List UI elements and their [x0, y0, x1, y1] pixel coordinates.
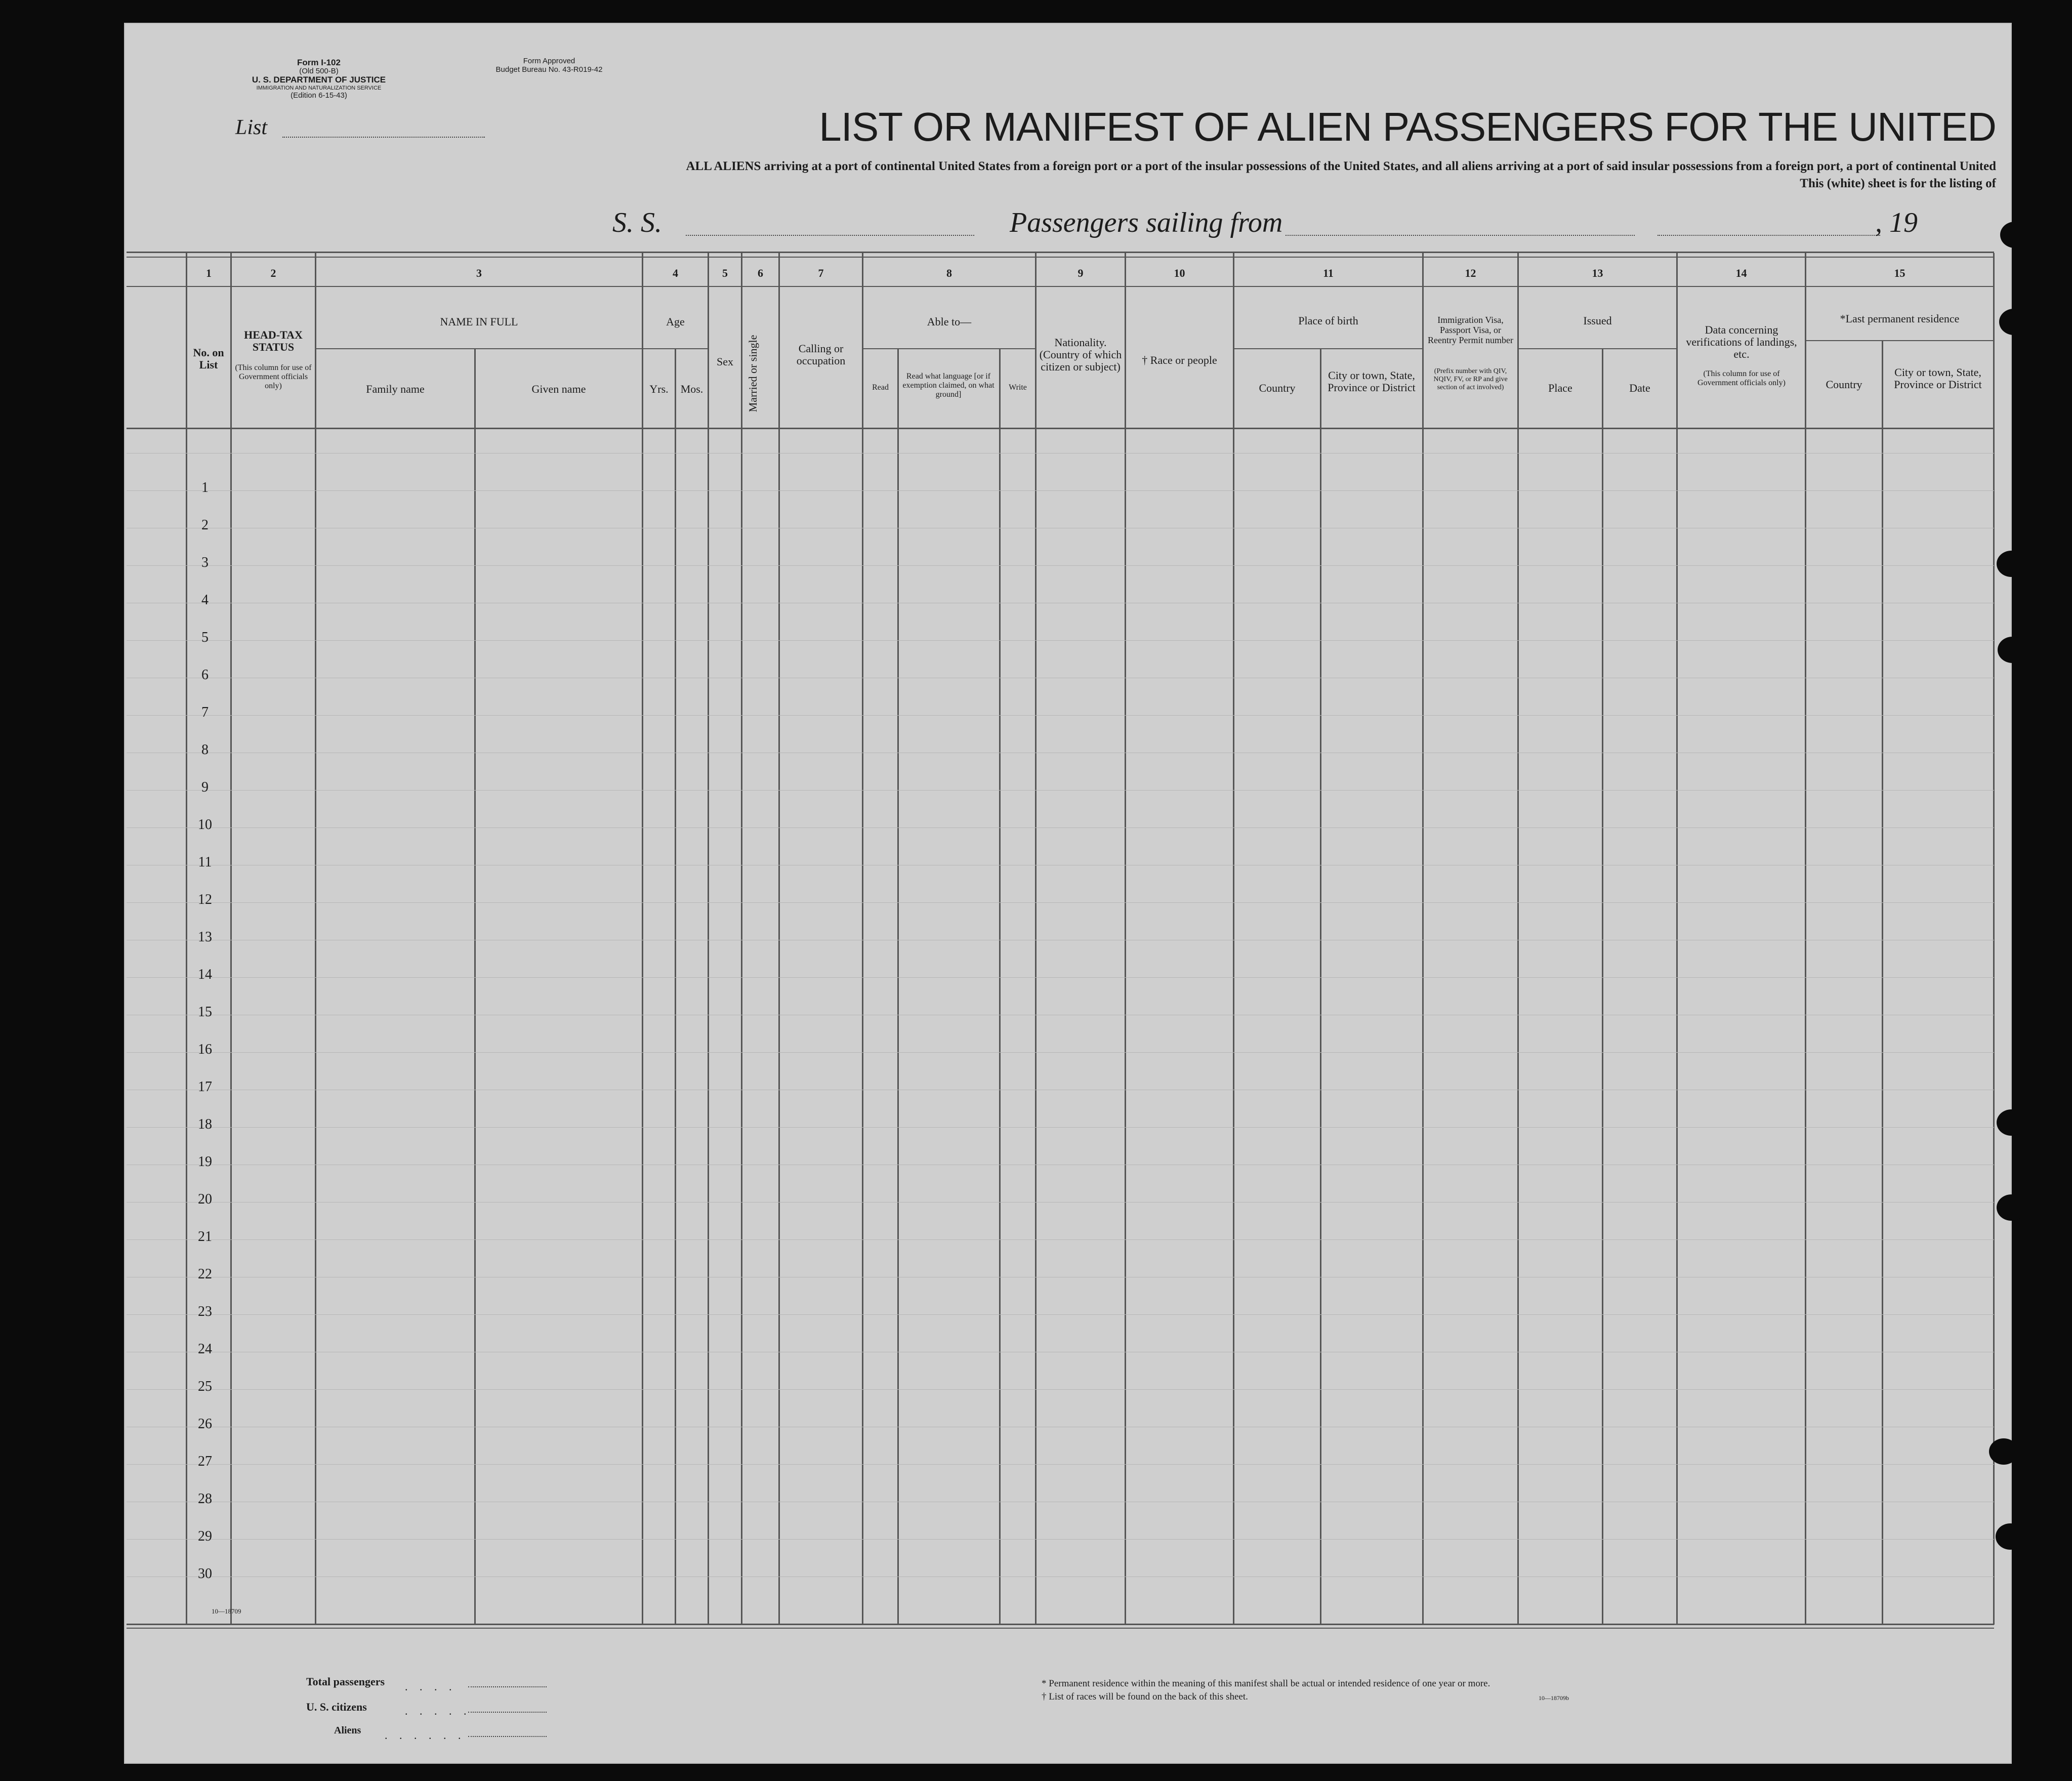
ruled-line [127, 902, 1994, 903]
header-residence-city: City or town, State, Province or District [1894, 366, 1982, 391]
col-divider [230, 253, 232, 1625]
print-code-left: 10—18709 [212, 1607, 241, 1615]
ruled-line [127, 1539, 1994, 1540]
header-issued: Issued [1583, 314, 1612, 327]
col-divider [1993, 253, 1995, 1625]
header-married: Married or single [747, 335, 759, 412]
column-number-divider [127, 286, 1994, 287]
header-age: Age [666, 315, 685, 328]
instruction-line-2: This (white) sheet is for the listing of [1800, 177, 1996, 190]
list-field[interactable] [282, 136, 485, 138]
row-number: 9 [201, 779, 209, 795]
list-label: List [235, 116, 268, 139]
col-number: 14 [1735, 267, 1747, 279]
row-number: 22 [198, 1266, 212, 1282]
col-divider [778, 253, 780, 1625]
header-calling: Calling or occupation [796, 342, 846, 367]
footer-citizens-dots: . . . . . [405, 1705, 471, 1717]
row-number: 6 [201, 667, 209, 683]
ruled-line [127, 1314, 1994, 1315]
ruled-line [127, 1464, 1994, 1465]
header-data-concerning: Data concerning verifications of landings, etc. [1686, 323, 1797, 360]
footnote-races: † List of races will be found on the back of this sheet. [1042, 1691, 1248, 1702]
punch-hole [1989, 1438, 2018, 1465]
col-number: 9 [1078, 267, 1084, 279]
edition: (Edition 6-15-43) [291, 91, 347, 100]
header-place-of-birth: Place of birth [1298, 314, 1358, 327]
header-data-note: (This column for use of Government officials only) [1697, 369, 1786, 387]
header-visa: Immigration Visa, Passport Visa, or Reentry Permit number [1428, 315, 1513, 345]
col-number: 15 [1894, 267, 1905, 279]
row-number: 10 [198, 817, 212, 833]
col-number: 12 [1465, 267, 1476, 279]
col-divider [315, 253, 316, 1625]
table-bottom-border-2 [127, 1628, 1994, 1629]
approval-block [473, 57, 625, 74]
punch-hole [1998, 637, 2027, 663]
row-number: 8 [201, 742, 209, 758]
residence-subdivider [1806, 340, 1994, 341]
col-divider [999, 348, 1001, 1625]
manifest-sheet [124, 23, 2012, 1764]
col-divider [1805, 253, 1806, 1625]
header-no-on-list: No. on List [193, 346, 224, 371]
ruled-line [127, 1127, 1994, 1128]
row-number: 2 [201, 517, 209, 533]
ruled-line [127, 977, 1994, 978]
birth-subdivider [1234, 348, 1424, 349]
row-number: 25 [198, 1379, 212, 1394]
col-divider [1233, 253, 1234, 1625]
header-family-name: Family name [366, 383, 425, 395]
aliens-field[interactable] [468, 1735, 547, 1737]
col-divider [1125, 253, 1126, 1625]
col-number: 3 [476, 267, 482, 279]
row-number: 13 [198, 929, 212, 945]
ruled-line [127, 1202, 1994, 1203]
instruction-line-1: ALL ALIENS arriving at a port of continental United States from a foreign port or a port of the insular possessions of the United States, and all aliens arriving at a port of said insular possessions from a foreign port, a port of continental United [686, 159, 1996, 173]
footnote-residence: * Permanent residence within the meaning of this manifest shall be actual or intended residence of one year or more. [1042, 1678, 1490, 1689]
header-last-residence: *Last permanent residence [1840, 312, 1960, 325]
header-read-language: Read what language [or if exemption claimed, on what ground] [902, 372, 994, 399]
table-top-border-2 [127, 257, 1994, 258]
row-number: 27 [198, 1454, 212, 1469]
ss-field[interactable] [686, 234, 974, 236]
row-number: 12 [198, 892, 212, 907]
punch-hole [1999, 309, 2028, 335]
col-number: 13 [1592, 267, 1603, 279]
col-number: 7 [818, 267, 824, 279]
header-write: Write [1009, 383, 1027, 392]
footer-citizens-label: U. S. citizens [306, 1701, 367, 1713]
row-number: 28 [198, 1491, 212, 1507]
col-divider [1035, 253, 1037, 1625]
col-divider [675, 348, 676, 1625]
table-bottom-border [127, 1624, 1994, 1625]
col-divider [642, 253, 643, 1625]
table-top-border [127, 252, 1994, 253]
date-field[interactable] [1657, 234, 1880, 236]
name-subdivider [316, 348, 643, 349]
header-mos: Mos. [680, 383, 703, 395]
row-number: 4 [201, 592, 209, 608]
budget-bureau: Budget Bureau No. 43-R019-42 [495, 65, 603, 74]
row-number: 5 [201, 630, 209, 645]
row-number: 30 [198, 1566, 212, 1582]
form-approved: Form Approved [523, 57, 575, 65]
header-visa-note: (Prefix number with QIV, NQIV, FV, or RP and give section of act involved) [1433, 367, 1508, 391]
col-number: 10 [1174, 267, 1185, 279]
row-number: 3 [201, 555, 209, 570]
able-subdivider [863, 348, 1035, 349]
punch-hole [2000, 222, 2029, 248]
col-number: 11 [1323, 267, 1334, 279]
department: U. S. DEPARTMENT OF JUSTICE [252, 75, 386, 85]
ss-label: S. S. [612, 207, 662, 238]
col-number: 5 [722, 267, 728, 279]
header-race: † Race or people [1142, 354, 1217, 366]
page-title: LIST OR MANIFEST OF ALIEN PASSENGERS FOR THE UNITED [819, 104, 1996, 149]
header-residence-country: Country [1826, 378, 1862, 391]
col-number: 1 [206, 267, 212, 279]
ruled-line [127, 1389, 1994, 1390]
row-number: 14 [198, 967, 212, 982]
ruled-line [127, 827, 1994, 828]
header-given-name: Given name [531, 383, 586, 395]
ruled-line [127, 1052, 1994, 1053]
col-divider [708, 253, 709, 1625]
row-number: 23 [198, 1304, 212, 1319]
form-number: Form I-102 [297, 58, 341, 67]
col-divider [1517, 253, 1519, 1625]
header-able-to: Able to— [927, 315, 972, 328]
col-divider [741, 253, 742, 1625]
col-divider [1320, 348, 1321, 1625]
col-number: 8 [946, 267, 952, 279]
header-birth-city: City or town, State, Province or District [1328, 369, 1416, 394]
header-read: Read [872, 383, 889, 392]
footer-total-label: Total passengers [306, 1675, 385, 1688]
ruled-line [127, 790, 1994, 791]
ruled-line [127, 640, 1994, 641]
punch-hole [1997, 1109, 2026, 1136]
punch-hole [1997, 1194, 2026, 1221]
row-number: 16 [198, 1042, 212, 1057]
old-number: (Old 500-B) [299, 67, 339, 75]
header-issued-date: Date [1629, 382, 1650, 394]
header-sex: Sex [717, 355, 733, 368]
sailing-from-field[interactable] [1286, 234, 1635, 236]
row-number: 20 [198, 1191, 212, 1207]
row-number: 15 [198, 1004, 212, 1020]
print-code-right: 10—18709b [1539, 1694, 1569, 1702]
ruled-line [127, 490, 1994, 491]
header-name-in-full: NAME IN FULL [440, 315, 518, 328]
footer-aliens-dots: . . . . . . [385, 1729, 466, 1742]
punch-hole [1996, 1523, 2025, 1550]
footer-total-dots: . . . . [405, 1680, 457, 1693]
col-divider [1882, 340, 1883, 1625]
col-number: 4 [673, 267, 678, 279]
header-head-tax: HEAD-TAX STATUS [244, 328, 303, 353]
col-divider [897, 348, 899, 1625]
service: IMMIGRATION AND NATURALIZATION SERVICE [256, 85, 382, 91]
footer-aliens-label: Aliens [334, 1725, 361, 1736]
header-yrs: Yrs. [649, 383, 669, 395]
row-number: 26 [198, 1416, 212, 1432]
year-prefix: , 19 [1875, 207, 1918, 238]
row-number: 21 [198, 1229, 212, 1245]
header-issued-place: Place [1548, 382, 1572, 394]
col-divider [1676, 253, 1678, 1625]
header-nationality: Nationality. (Country of which citizen or subject) [1039, 336, 1122, 373]
col-divider [862, 253, 863, 1625]
row-number: 29 [198, 1528, 212, 1544]
col-divider [1422, 253, 1424, 1625]
header-head-tax-note: (This column for use of Government officials only) [235, 363, 312, 390]
total-passengers-field[interactable] [468, 1685, 547, 1687]
header-birth-country: Country [1259, 382, 1296, 394]
row-number: 17 [198, 1079, 212, 1095]
ruled-line [127, 715, 1994, 716]
row-number: 11 [198, 854, 212, 870]
punch-hole [1997, 551, 2026, 577]
ruled-line [127, 1239, 1994, 1240]
issued-subdivider [1518, 348, 1678, 349]
ruled-line [127, 565, 1994, 566]
form-block [213, 58, 425, 100]
row-number: 18 [198, 1116, 212, 1132]
sailing-label: Passengers sailing from [1010, 207, 1283, 238]
col-divider [1602, 348, 1603, 1625]
row-number: 7 [201, 705, 209, 720]
row-number: 19 [198, 1154, 212, 1170]
row-number: 1 [201, 480, 209, 495]
header-bottom-border [127, 428, 1994, 429]
col-number: 2 [270, 267, 276, 279]
col-divider [474, 348, 476, 1625]
us-citizens-field[interactable] [468, 1711, 547, 1713]
col-number: 6 [758, 267, 763, 279]
row-number: 24 [198, 1341, 212, 1357]
